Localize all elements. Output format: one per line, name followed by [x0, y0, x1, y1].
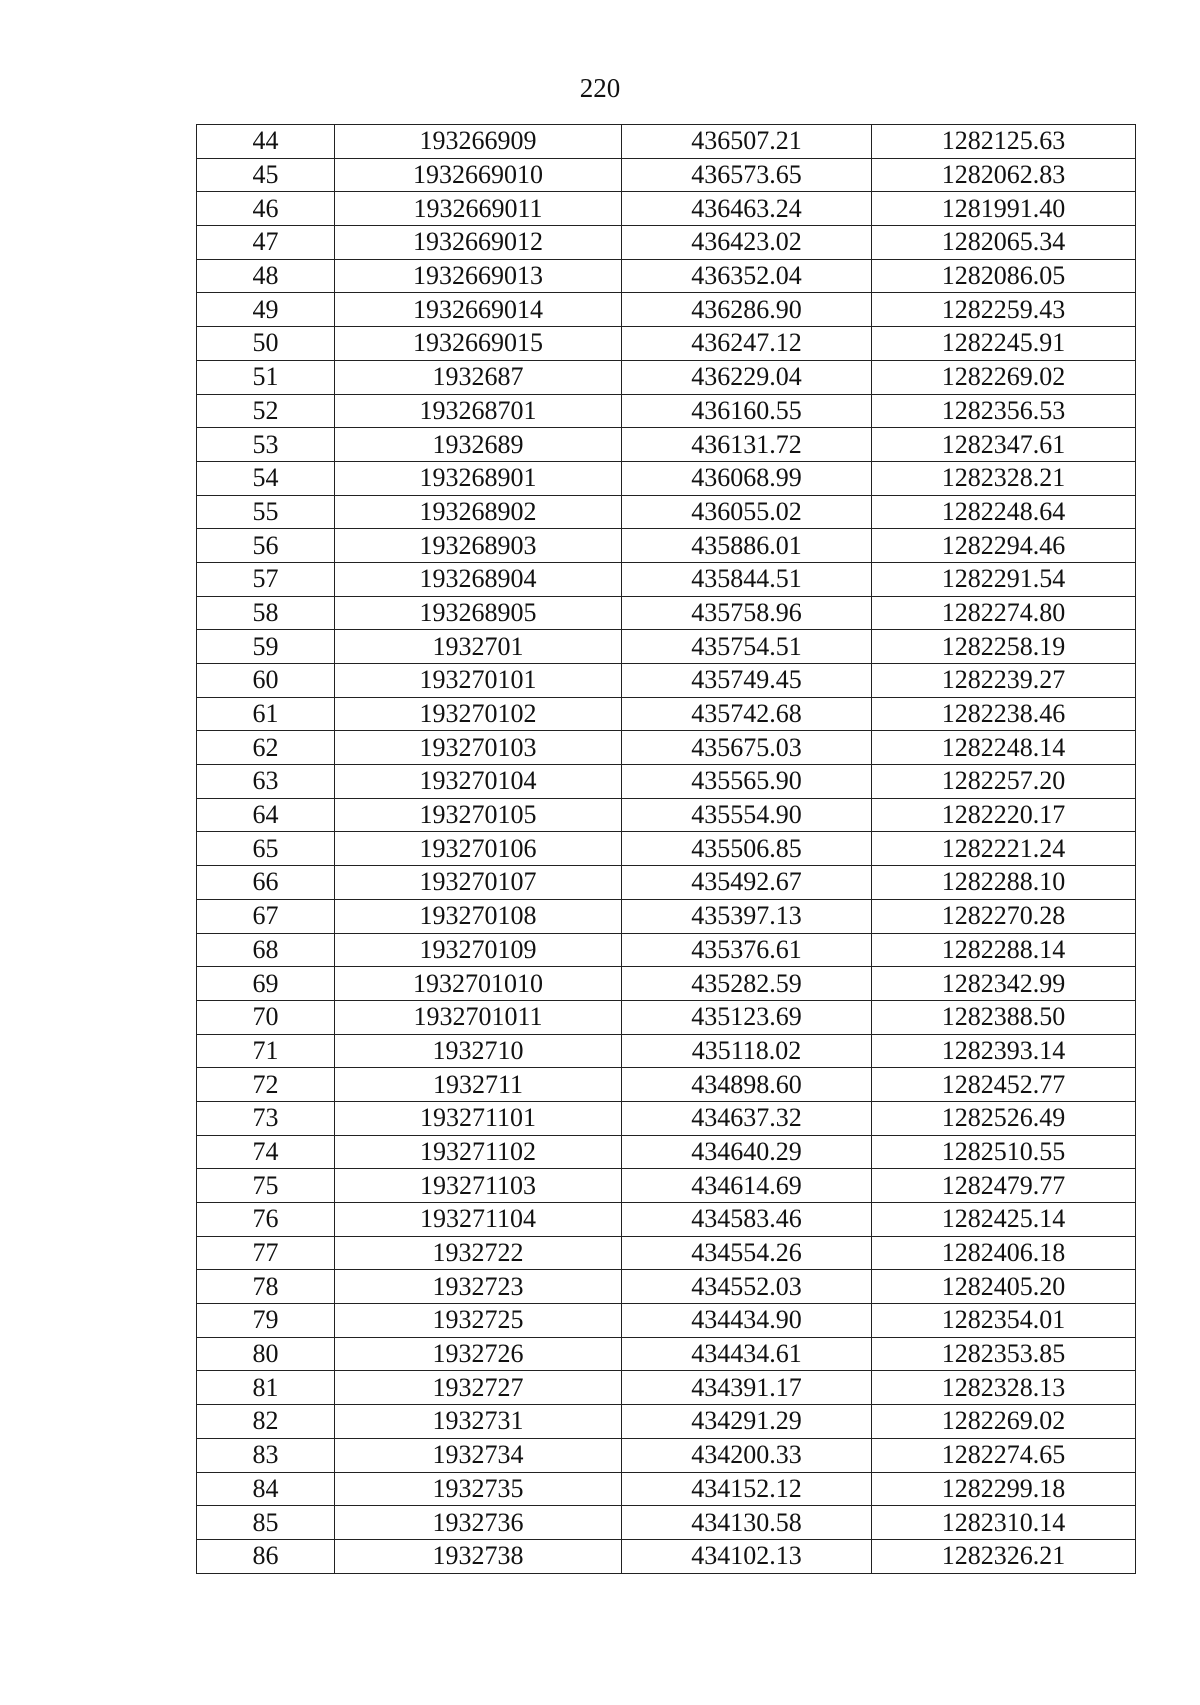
x-coordinate-cell: 435565.90: [622, 765, 872, 799]
x-coordinate-cell: 434614.69: [622, 1169, 872, 1203]
point-id-cell: 193268701: [335, 394, 622, 428]
point-id-cell: 1932726: [335, 1337, 622, 1371]
row-number-cell: 57: [197, 562, 335, 596]
row-number-cell: 52: [197, 394, 335, 428]
point-id-cell: 1932710: [335, 1034, 622, 1068]
table-row: [197, 765, 1136, 799]
table-row: [197, 1506, 1136, 1540]
table-row: [197, 529, 1136, 563]
row-number-cell: 49: [197, 293, 335, 327]
point-id-cell: 1932731: [335, 1405, 622, 1439]
x-coordinate-cell: 436352.04: [622, 259, 872, 293]
table-row: [197, 1337, 1136, 1371]
row-number-cell: 48: [197, 259, 335, 293]
point-id-cell: 193268901: [335, 461, 622, 495]
y-coordinate-cell: 1282269.02: [872, 360, 1136, 394]
y-coordinate-cell: 1281991.40: [872, 192, 1136, 226]
x-coordinate-cell: 436131.72: [622, 428, 872, 462]
row-number-cell: 74: [197, 1135, 335, 1169]
x-coordinate-cell: 435886.01: [622, 529, 872, 563]
row-number-cell: 77: [197, 1236, 335, 1270]
point-id-cell: 1932669010: [335, 158, 622, 192]
x-coordinate-cell: 434898.60: [622, 1068, 872, 1102]
row-number-cell: 76: [197, 1203, 335, 1237]
row-number-cell: 47: [197, 226, 335, 260]
point-id-cell: 193271103: [335, 1169, 622, 1203]
x-coordinate-cell: 436160.55: [622, 394, 872, 428]
y-coordinate-cell: 1282274.80: [872, 596, 1136, 630]
point-id-cell: 1932669015: [335, 327, 622, 361]
point-id-cell: 1932711: [335, 1068, 622, 1102]
row-number-cell: 63: [197, 765, 335, 799]
y-coordinate-cell: 1282353.85: [872, 1337, 1136, 1371]
table-row: [197, 664, 1136, 698]
point-id-cell: 193270109: [335, 933, 622, 967]
table-row: [197, 259, 1136, 293]
row-number-cell: 75: [197, 1169, 335, 1203]
point-id-cell: 1932727: [335, 1371, 622, 1405]
y-coordinate-cell: 1282406.18: [872, 1236, 1136, 1270]
y-coordinate-cell: 1282356.53: [872, 394, 1136, 428]
row-number-cell: 72: [197, 1068, 335, 1102]
x-coordinate-cell: 435492.67: [622, 866, 872, 900]
row-number-cell: 69: [197, 967, 335, 1001]
point-id-cell: 1932735: [335, 1472, 622, 1506]
point-id-cell: 1932687: [335, 360, 622, 394]
row-number-cell: 64: [197, 798, 335, 832]
y-coordinate-cell: 1282388.50: [872, 1000, 1136, 1034]
table-row: [197, 697, 1136, 731]
x-coordinate-cell: 435376.61: [622, 933, 872, 967]
x-coordinate-cell: 435554.90: [622, 798, 872, 832]
x-coordinate-cell: 434434.61: [622, 1337, 872, 1371]
x-coordinate-cell: 434291.29: [622, 1405, 872, 1439]
row-number-cell: 53: [197, 428, 335, 462]
table-row: [197, 1203, 1136, 1237]
y-coordinate-cell: 1282248.14: [872, 731, 1136, 765]
table-row: [197, 1438, 1136, 1472]
point-id-cell: 193270107: [335, 866, 622, 900]
point-id-cell: 1932701011: [335, 1000, 622, 1034]
page-number: 220: [579, 73, 621, 103]
y-coordinate-cell: 1282288.14: [872, 933, 1136, 967]
y-coordinate-cell: 1282248.64: [872, 495, 1136, 529]
y-coordinate-cell: 1282238.46: [872, 697, 1136, 731]
point-id-cell: 193271104: [335, 1203, 622, 1237]
point-id-cell: 1932722: [335, 1236, 622, 1270]
row-number-cell: 46: [197, 192, 335, 226]
x-coordinate-cell: 435758.96: [622, 596, 872, 630]
y-coordinate-cell: 1282269.02: [872, 1405, 1136, 1439]
row-number-cell: 80: [197, 1337, 335, 1371]
row-number-cell: 79: [197, 1304, 335, 1338]
row-number-cell: 84: [197, 1472, 335, 1506]
y-coordinate-cell: 1282259.43: [872, 293, 1136, 327]
table-row: [197, 125, 1136, 159]
table-row: [197, 866, 1136, 900]
x-coordinate-cell: 435397.13: [622, 899, 872, 933]
y-coordinate-cell: 1282294.46: [872, 529, 1136, 563]
row-number-cell: 68: [197, 933, 335, 967]
point-id-cell: 193268904: [335, 562, 622, 596]
point-id-cell: 1932738: [335, 1539, 622, 1573]
table-row: [197, 293, 1136, 327]
table-row: [197, 226, 1136, 260]
table-row: [197, 1270, 1136, 1304]
table-row: [197, 1068, 1136, 1102]
point-id-cell: 1932669013: [335, 259, 622, 293]
point-id-cell: 193270108: [335, 899, 622, 933]
point-id-cell: 1932723: [335, 1270, 622, 1304]
x-coordinate-cell: 434554.26: [622, 1236, 872, 1270]
row-number-cell: 71: [197, 1034, 335, 1068]
y-coordinate-cell: 1282326.21: [872, 1539, 1136, 1573]
y-coordinate-cell: 1282274.65: [872, 1438, 1136, 1472]
x-coordinate-cell: 435844.51: [622, 562, 872, 596]
x-coordinate-cell: 436286.90: [622, 293, 872, 327]
x-coordinate-cell: 434583.46: [622, 1203, 872, 1237]
x-coordinate-cell: 435123.69: [622, 1000, 872, 1034]
y-coordinate-cell: 1282125.63: [872, 125, 1136, 159]
x-coordinate-cell: 436229.04: [622, 360, 872, 394]
row-number-cell: 67: [197, 899, 335, 933]
point-id-cell: 193268905: [335, 596, 622, 630]
y-coordinate-cell: 1282239.27: [872, 664, 1136, 698]
row-number-cell: 56: [197, 529, 335, 563]
x-coordinate-cell: 434391.17: [622, 1371, 872, 1405]
x-coordinate-cell: 436247.12: [622, 327, 872, 361]
y-coordinate-cell: 1282065.34: [872, 226, 1136, 260]
row-number-cell: 85: [197, 1506, 335, 1540]
table-row: [197, 967, 1136, 1001]
table-row: [197, 1169, 1136, 1203]
y-coordinate-cell: 1282220.17: [872, 798, 1136, 832]
row-number-cell: 62: [197, 731, 335, 765]
x-coordinate-cell: 435742.68: [622, 697, 872, 731]
x-coordinate-cell: 436423.02: [622, 226, 872, 260]
x-coordinate-cell: 434152.12: [622, 1472, 872, 1506]
y-coordinate-cell: 1282328.21: [872, 461, 1136, 495]
table-row: [197, 1472, 1136, 1506]
y-coordinate-cell: 1282257.20: [872, 765, 1136, 799]
table-row: [197, 899, 1136, 933]
row-number-cell: 83: [197, 1438, 335, 1472]
table-row: [197, 1000, 1136, 1034]
x-coordinate-cell: 436463.24: [622, 192, 872, 226]
x-coordinate-cell: 434102.13: [622, 1539, 872, 1573]
row-number-cell: 51: [197, 360, 335, 394]
table-row: [197, 630, 1136, 664]
point-id-cell: 193271101: [335, 1101, 622, 1135]
x-coordinate-cell: 434434.90: [622, 1304, 872, 1338]
row-number-cell: 70: [197, 1000, 335, 1034]
table-row: [197, 360, 1136, 394]
x-coordinate-cell: 434640.29: [622, 1135, 872, 1169]
y-coordinate-cell: 1282291.54: [872, 562, 1136, 596]
table-row: [197, 1236, 1136, 1270]
point-id-cell: 193270104: [335, 765, 622, 799]
table-row: [197, 798, 1136, 832]
table-body: [197, 125, 1136, 1574]
row-number-cell: 61: [197, 697, 335, 731]
table-row: [197, 1371, 1136, 1405]
table-row: [197, 562, 1136, 596]
row-number-cell: 81: [197, 1371, 335, 1405]
row-number-cell: 58: [197, 596, 335, 630]
point-id-cell: 193270106: [335, 832, 622, 866]
x-coordinate-cell: 435118.02: [622, 1034, 872, 1068]
table-row: [197, 731, 1136, 765]
x-coordinate-cell: 434637.32: [622, 1101, 872, 1135]
point-id-cell: 1932701: [335, 630, 622, 664]
x-coordinate-cell: 434200.33: [622, 1438, 872, 1472]
x-coordinate-cell: 435754.51: [622, 630, 872, 664]
point-id-cell: 193268902: [335, 495, 622, 529]
y-coordinate-cell: 1282245.91: [872, 327, 1136, 361]
table-row: [197, 1539, 1136, 1573]
y-coordinate-cell: 1282405.20: [872, 1270, 1136, 1304]
row-number-cell: 82: [197, 1405, 335, 1439]
row-number-cell: 66: [197, 866, 335, 900]
y-coordinate-cell: 1282270.28: [872, 899, 1136, 933]
y-coordinate-cell: 1282342.99: [872, 967, 1136, 1001]
row-number-cell: 73: [197, 1101, 335, 1135]
row-number-cell: 44: [197, 125, 335, 159]
table-row: [197, 1405, 1136, 1439]
point-id-cell: 1932725: [335, 1304, 622, 1338]
table-row: [197, 933, 1136, 967]
y-coordinate-cell: 1282425.14: [872, 1203, 1136, 1237]
table-row: [197, 495, 1136, 529]
point-id-cell: 193270102: [335, 697, 622, 731]
point-id-cell: 193270105: [335, 798, 622, 832]
y-coordinate-cell: 1282393.14: [872, 1034, 1136, 1068]
table-row: [197, 461, 1136, 495]
x-coordinate-cell: 435506.85: [622, 832, 872, 866]
table-row: [197, 394, 1136, 428]
x-coordinate-cell: 436507.21: [622, 125, 872, 159]
x-coordinate-cell: 436573.65: [622, 158, 872, 192]
table-row: [197, 596, 1136, 630]
y-coordinate-cell: 1282258.19: [872, 630, 1136, 664]
y-coordinate-cell: 1282347.61: [872, 428, 1136, 462]
table-row: [197, 1101, 1136, 1135]
x-coordinate-cell: 434130.58: [622, 1506, 872, 1540]
y-coordinate-cell: 1282299.18: [872, 1472, 1136, 1506]
point-id-cell: 1932669011: [335, 192, 622, 226]
x-coordinate-cell: 436055.02: [622, 495, 872, 529]
row-number-cell: 78: [197, 1270, 335, 1304]
x-coordinate-cell: 435282.59: [622, 967, 872, 1001]
row-number-cell: 50: [197, 327, 335, 361]
y-coordinate-cell: 1282086.05: [872, 259, 1136, 293]
point-id-cell: 1932689: [335, 428, 622, 462]
y-coordinate-cell: 1282310.14: [872, 1506, 1136, 1540]
y-coordinate-cell: 1282354.01: [872, 1304, 1136, 1338]
row-number-cell: 59: [197, 630, 335, 664]
coordinates-table: [196, 124, 1136, 1574]
point-id-cell: 1932669012: [335, 226, 622, 260]
row-number-cell: 54: [197, 461, 335, 495]
row-number-cell: 55: [197, 495, 335, 529]
table-row: [197, 158, 1136, 192]
y-coordinate-cell: 1282221.24: [872, 832, 1136, 866]
x-coordinate-cell: 435675.03: [622, 731, 872, 765]
y-coordinate-cell: 1282062.83: [872, 158, 1136, 192]
point-id-cell: 1932669014: [335, 293, 622, 327]
point-id-cell: 1932734: [335, 1438, 622, 1472]
table-row: [197, 1135, 1136, 1169]
table-row: [197, 192, 1136, 226]
point-id-cell: 193270103: [335, 731, 622, 765]
table-row: [197, 1034, 1136, 1068]
point-id-cell: 193271102: [335, 1135, 622, 1169]
x-coordinate-cell: 436068.99: [622, 461, 872, 495]
point-id-cell: 193268903: [335, 529, 622, 563]
x-coordinate-cell: 435749.45: [622, 664, 872, 698]
y-coordinate-cell: 1282510.55: [872, 1135, 1136, 1169]
x-coordinate-cell: 434552.03: [622, 1270, 872, 1304]
y-coordinate-cell: 1282328.13: [872, 1371, 1136, 1405]
row-number-cell: 65: [197, 832, 335, 866]
y-coordinate-cell: 1282479.77: [872, 1169, 1136, 1203]
row-number-cell: 45: [197, 158, 335, 192]
y-coordinate-cell: 1282288.10: [872, 866, 1136, 900]
row-number-cell: 60: [197, 664, 335, 698]
y-coordinate-cell: 1282452.77: [872, 1068, 1136, 1102]
y-coordinate-cell: 1282526.49: [872, 1101, 1136, 1135]
table-row: [197, 428, 1136, 462]
table-row: [197, 327, 1136, 361]
point-id-cell: 193270101: [335, 664, 622, 698]
row-number-cell: 86: [197, 1539, 335, 1573]
point-id-cell: 193266909: [335, 125, 622, 159]
point-id-cell: 1932701010: [335, 967, 622, 1001]
table-row: [197, 1304, 1136, 1338]
table-row: [197, 832, 1136, 866]
point-id-cell: 1932736: [335, 1506, 622, 1540]
